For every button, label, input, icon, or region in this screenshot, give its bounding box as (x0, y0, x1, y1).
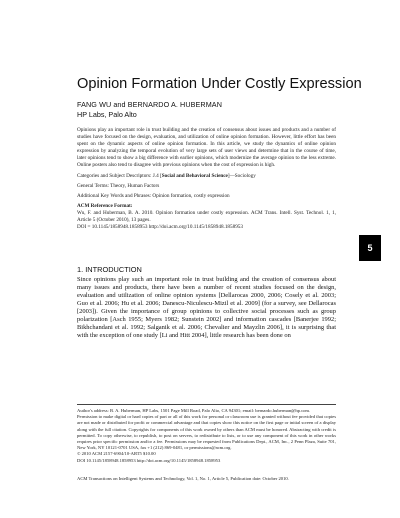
paper-title: Opinion Formation Under Costly Expression (77, 76, 362, 92)
general-terms: General Terms: Theory, Human Factors (77, 182, 160, 189)
abstract-text: Opinions play an important role in trust building and the creation of consensus about issues and products and a number of studies have focused on the design, evaluation, and utilization of online opinion formation. However, little effort has been spent on the dynamic aspects of online opinion formation. In this article, we study the dynamics of online opinion expression by analyzing the temporal evolution of very large sets of user views and determine that in the course of time, later opinions tend to show a big difference with earlier opinions, which modernize the average opinion to the less extreme. Online posters also tend to disagree with previous opinions when the cost of expression is high. (77, 127, 336, 169)
footnote-permission: Permission to make digital or hard copies of part or all of this work for personal or classroom use is granted without fee provided that copies are not made or distributed for profit or commercial advantage and that copies show this notice on the first page or initial screen of a display along with the full citation. Copyrights for components of this work owned by others than ACM must be honored. Abstracting with credit is permitted. To copy otherwise, to republish, to post on servers, to redistribute to lists, or to use any component of this work in other works requires prior specific permission and/or a fee. Permissions may be requested from Publications Dept., ACM, Inc., 2 Penn Plaza, Suite 701, New York, NY 10121-0701 USA, fax +1 (212) 869-0481, or permissions@acm.org. (77, 414, 336, 451)
journal-footer: ACM Transactions on Intelligent Systems and Technology, Vol. 1, No. 1, Article 5, Publication date: October 2010. (77, 476, 289, 481)
categories-prefix: Categories and Subject Descriptors: J.4 [ (77, 172, 162, 179)
acm-reference-text: Wu, F. and Huberman, B. A. 2010. Opinion formation under costly expression. ACM Trans. Intell. Syst. Technol. 1, 1, Article 5 (October 2010), 13 pages. (77, 209, 336, 224)
footnote-divider (77, 404, 336, 405)
acm-reference-doi: DOI = 10.1145/1858948.1858953 http://doi.acm.org/10.1145/1858948.1858953 (77, 224, 243, 231)
keywords: Additional Key Words and Phrases: Opinion formation, costly expression (77, 192, 230, 199)
footnote-address: Author's address: B. A. Huberman, HP Labs, 1501 Page Mill Road, Palo Alto, CA 94301; email: bernardo.huberman@hp.com. (77, 408, 311, 413)
section-heading: 1. INTRODUCTION (77, 265, 142, 274)
footnote-block (77, 408, 336, 464)
categories-bold: Social and Behavioral Science (161, 172, 228, 179)
article-number-tab: 5 (359, 235, 381, 261)
intro-paragraph: Since opinions play such an important role in trust building and the creation of consensus about many issues and products, there have been a number of recent studies focused on the design, evaluation and utilization of online opinion systems [Dellarocas 2000, 2006; Cosely et al. 2003; Guo et al. 2006; Hu et al. 2006; Danescu-Niculescu-Mizil et al. 2009] (for a survey, see Dellarocas [2003]). Given the importance of group opinions to collective social processes such as group polarization [Asch 1955; Myers 1982; Sunstein 2002] and information cascades [Banerjee 1992; Bikhchandani et al. 1992; Salganik et al. 2006; Chevalier and Mayzlin 2006], it is surprising that with the exception of one study [Li and Hitt 2004], little research has been done on (77, 276, 336, 339)
acm-reference-title: ACM Reference Format: (77, 202, 133, 209)
abstract-block (77, 127, 336, 231)
footnote-doi: DOI 10.1145/1858948.1858953 http://doi.acm.org/10.1145/1858948.1858953 (77, 457, 221, 463)
footnote-copyright: © 2010 ACM 2157-6904/10-ART5 $10.00 (77, 451, 156, 457)
author-names: FANG WU and BERNARDO A. HUBERMAN (77, 100, 222, 109)
categories-suffix: ]—Sociology (227, 172, 256, 179)
author-affiliation: HP Labs, Palo Alto (77, 110, 137, 119)
categories-line (77, 173, 336, 180)
